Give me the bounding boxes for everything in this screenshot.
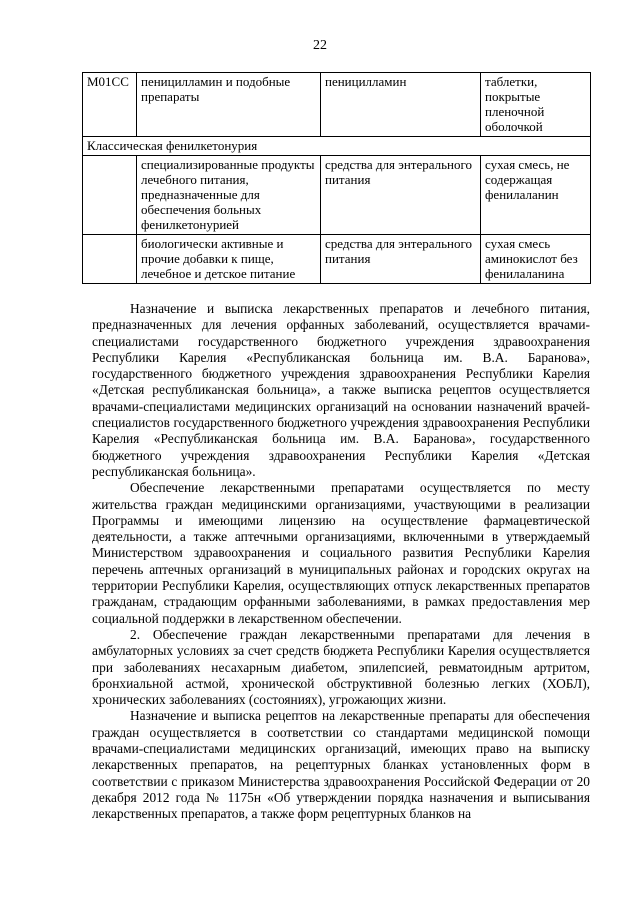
drug-group-cell: биологически активные и прочие добавки к пище, лечебное и детское питание xyxy=(137,235,321,284)
dosage-form-cell: сухая смесь аминокислот без фенилаланина xyxy=(481,235,591,284)
section-title-cell: Классическая фенилкетонурия xyxy=(83,137,591,156)
dosage-form-cell: сухая смесь, не содержащая фенилаланин xyxy=(481,156,591,235)
atc-code-cell xyxy=(83,156,137,235)
dosage-form-cell: таблетки, покрытые пленочной оболочкой xyxy=(481,73,591,137)
paragraph: 2. Обеспечение граждан лекарственными препаратами для лечения в амбулаторных условиях за счет средств бюджета Республики Карелия осуществляется при заболеваниях несахарным диабетом, эпилепсией, ревматоидным артритом, бронхиальной астмой, хронической обструктивной болезнью легких (ХОБЛ), хронических заболеваниях (состояниях), угрожающих жизни. xyxy=(92,626,590,708)
paragraph: Назначение и выписка лекарственных препаратов и лечебного питания, предназначенных для лечения орфанных заболеваний, осуществляется врачами-специалистами государственного бюджетного учреждения здравоохранения Республики Карелия «Республиканская больница им. В.А. Баранова», государственного бюджетного учреждения здравоохранения Республики Карелия «Детская республиканская больница», а также выписка рецептов осуществляется врачами-специалистами медицинских организаций на основании назначений врачей-специалистов государственного бюджетного учреждения здравоохранения Республики Карелия «Республиканская больница им. В.А. Баранова», государственного бюджетного учреждения здравоохранения Республики Карелия «Детская республиканская больница». xyxy=(92,301,590,479)
paragraph: Назначение и выписка рецептов на лекарственные препараты для обеспечения граждан осуществляется в соответствии со стандартами медицинской помощи врачами-специалистами медицинских организаций, имеющих право на выписку лекарственных препаратов, на рецептурных бланках установленных форм в соответствии с приказом Министерства здравоохранения Российской Федерации от 20 декабря 2012 года № 1175н «Об утверждении порядка назначения и выписывания лекарственных препаратов, а также форм рецептурных бланков на xyxy=(92,708,590,822)
drug-group-cell: специализированные продукты лечебного питания, предназначенные для обеспечения больных фенилкетонурией xyxy=(137,156,321,235)
drug-name-cell: пеницилламин xyxy=(321,73,481,137)
atc-code-cell: M01CC xyxy=(83,73,137,137)
body-text xyxy=(92,301,590,823)
table-row xyxy=(83,235,591,284)
page-number: 22 xyxy=(313,38,327,53)
table-row xyxy=(83,156,591,235)
table-row xyxy=(83,73,591,137)
drug-name-cell: средства для энтерального питания xyxy=(321,235,481,284)
drug-name-cell: средства для энтерального питания xyxy=(321,156,481,235)
paragraph: Обеспечение лекарственными препаратами осуществляется по месту жительства граждан медицинскими организациями, участвующими в реализации Программы и имеющими лицензию на осуществление фармацевтической деятельности, а также аптечными организациями, включенными в утверждаемый Министерством здравоохранения и социального развития Республики Карелия перечень аптечных организаций в муниципальных районах и городских округах на территории Республики Карелия, осуществляющих отпуск лекарственных препаратов гражданам, страдающим орфанными заболеваниями, в рамках предоставления мер социальной поддержки в лекарственном обеспечении. xyxy=(92,480,590,626)
atc-code-cell xyxy=(83,235,137,284)
table-section-row xyxy=(83,137,591,156)
drug-table xyxy=(82,72,591,284)
drug-group-cell: пеницилламин и подобные препараты xyxy=(137,73,321,137)
